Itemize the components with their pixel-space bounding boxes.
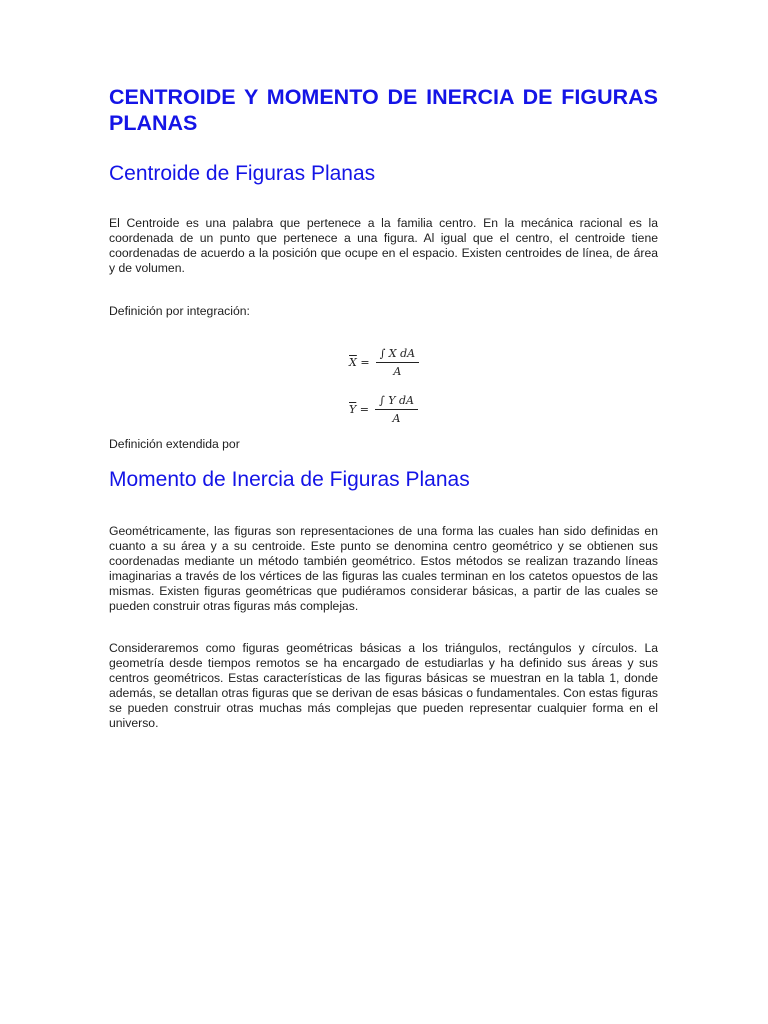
formula-y-fraction bbox=[375, 394, 418, 425]
paragraph-momento-1: Geométricamente, las figuras son representaciones de una forma las cuales han sido definidas en cuanto a su área y a su centroide. Este punto se denomina centro geométrico y se obtienen sus coordenadas mediante un método también geométrico. Estos métodos se realizan trazando líneas imaginarias a través de los vértices de las figuras las cuales terminan en los catetos opuestos de las mismas. Existen figuras geométricas que pudiéramos considerar básicas, a partir de las cuales se pueden construir otras figuras más complejas. bbox=[109, 524, 658, 613]
document-title: CENTROIDE Y MOMENTO DE INERCIA DE FIGURAS PLANAS bbox=[109, 85, 658, 135]
formula-x-fraction bbox=[376, 347, 420, 378]
formula-y-numerator: ∫ Y dA bbox=[375, 394, 418, 410]
extended-definition-label: Definición extendida por bbox=[109, 437, 240, 451]
formula-x-numerator: ∫ X dA bbox=[376, 347, 420, 363]
formula-x-denominator: A bbox=[393, 365, 402, 378]
paragraph-momento-2: Consideraremos como figuras geométricas básicas a los triángulos, rectángulos y círculos. La geometría desde tiempos remotos se ha encargado de estudiarlas y ha definido sus áreas y sus centros geométricos. Estas características de las figuras básicas se muestran en la tabla 1, donde además, se detallan otras figuras que se derivan de esas básicas o fundamentales. Con estas figuras se pueden construir otras muchas más complejas que pueden representar cualquier forma en el universo. bbox=[109, 641, 658, 730]
formula-x-lhs: $\overline{X}$ = bbox=[349, 356, 370, 369]
paragraph-centroide: El Centroide es una palabra que pertenece a la familia centro. En la mecánica racional es la coordenada de un punto que pertenece a una figura. Al igual que el centro, el centroide tiene coordenadas de acuerdo a la posición que ocupe en el espacio. Existen centroides de línea, de área y de volumen. bbox=[109, 216, 658, 275]
formula-y-centroid bbox=[349, 394, 418, 425]
formula-y-lhs: $\overline{Y}$ = bbox=[349, 403, 369, 416]
formula-x-centroid bbox=[349, 347, 419, 378]
definition-label: Definición por integración: bbox=[109, 304, 250, 318]
formula-y-denominator: A bbox=[392, 412, 401, 425]
section-heading-centroide: Centroide de Figuras Planas bbox=[109, 162, 376, 185]
section-heading-momento-inercia: Momento de Inercia de Figuras Planas bbox=[109, 468, 470, 491]
